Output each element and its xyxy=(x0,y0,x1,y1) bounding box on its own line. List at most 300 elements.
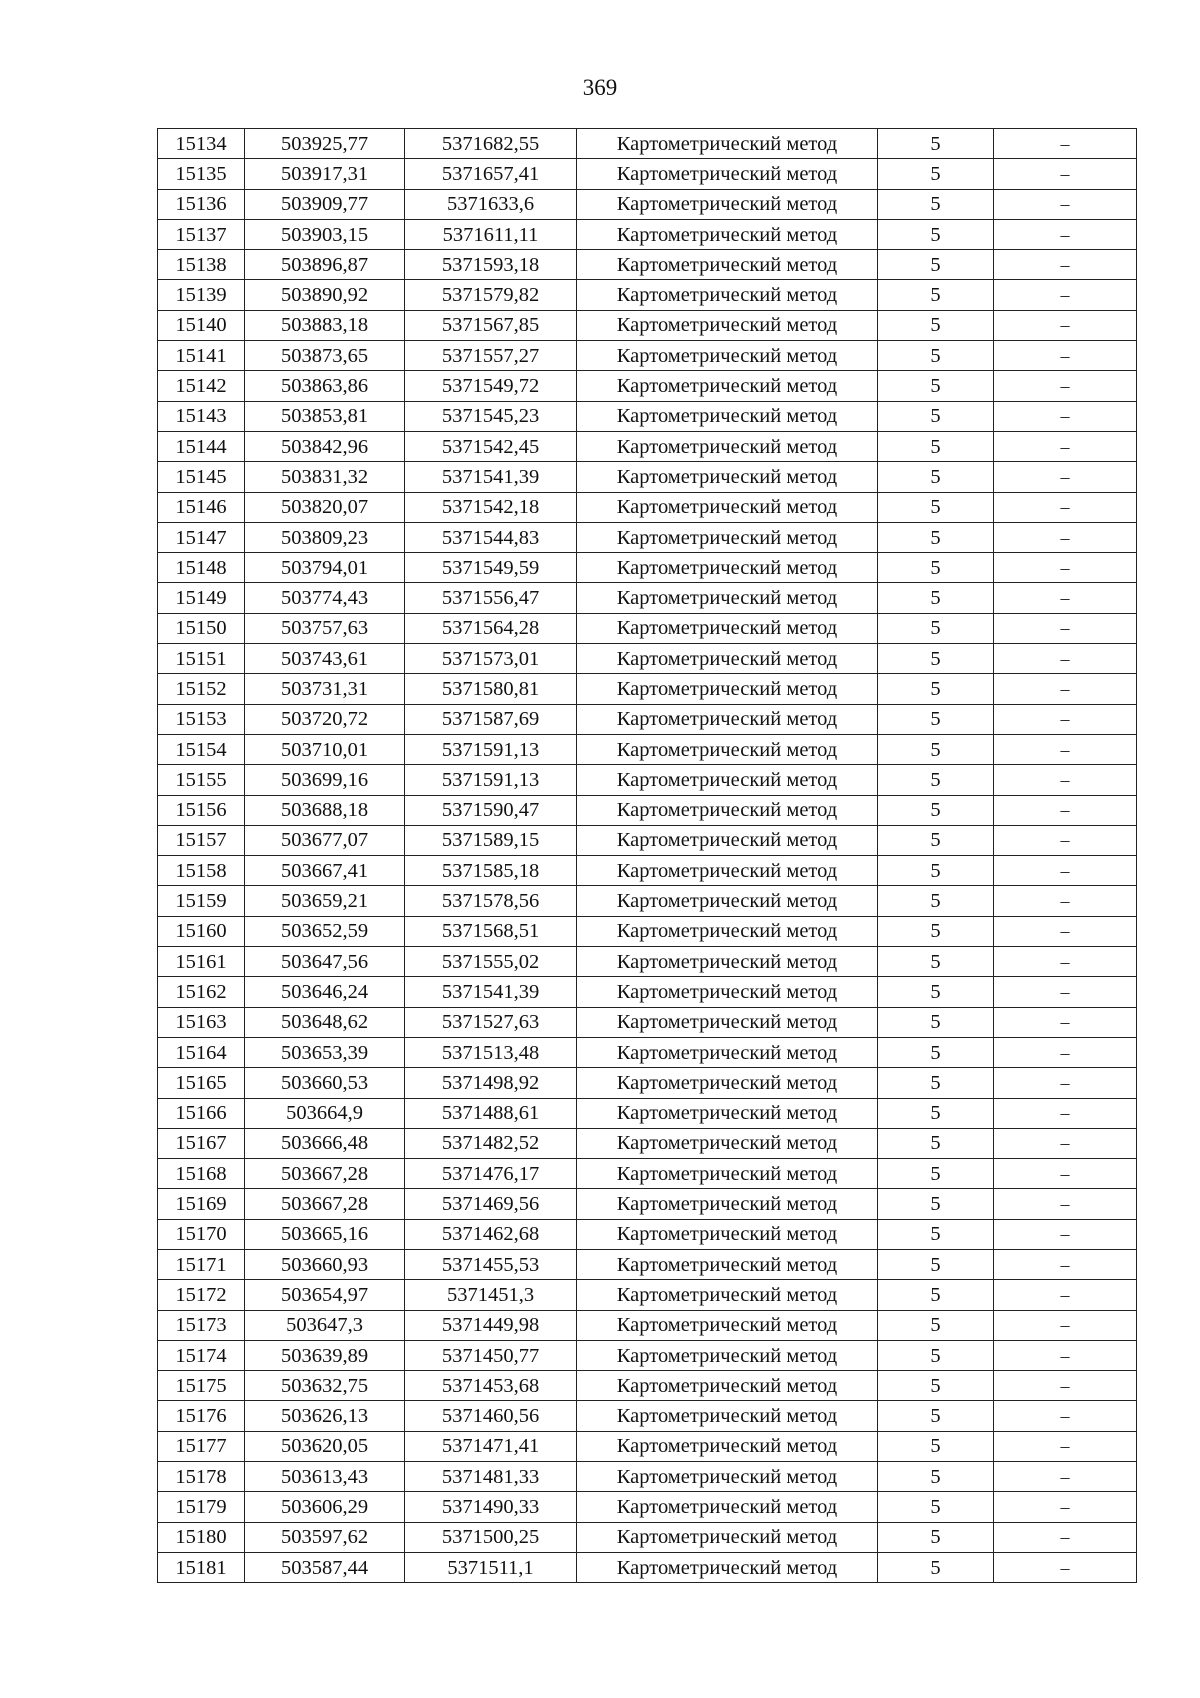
point-number-cell: 15137 xyxy=(158,219,245,249)
accuracy-cell: 5 xyxy=(878,371,994,401)
table-row xyxy=(158,522,1137,552)
x-coordinate-cell: 503757,63 xyxy=(245,613,405,643)
table-row xyxy=(158,310,1137,340)
x-coordinate-cell: 503731,31 xyxy=(245,674,405,704)
method-cell: Картометрический метод xyxy=(577,916,878,946)
y-coordinate-cell: 5371542,18 xyxy=(405,492,577,522)
point-number-cell: 15143 xyxy=(158,401,245,431)
accuracy-cell: 5 xyxy=(878,734,994,764)
table-row xyxy=(158,1492,1137,1522)
point-number-cell: 15148 xyxy=(158,553,245,583)
accuracy-cell: 5 xyxy=(878,280,994,310)
point-number-cell: 15159 xyxy=(158,886,245,916)
x-coordinate-cell: 503842,96 xyxy=(245,431,405,461)
note-cell: – xyxy=(994,583,1137,613)
table-row xyxy=(158,1007,1137,1037)
x-coordinate-cell: 503863,86 xyxy=(245,371,405,401)
table-row xyxy=(158,371,1137,401)
accuracy-cell: 5 xyxy=(878,129,994,159)
method-cell: Картометрический метод xyxy=(577,250,878,280)
x-coordinate-cell: 503820,07 xyxy=(245,492,405,522)
point-number-cell: 15141 xyxy=(158,341,245,371)
note-cell: – xyxy=(994,492,1137,522)
note-cell: – xyxy=(994,431,1137,461)
accuracy-cell: 5 xyxy=(878,1492,994,1522)
method-cell: Картометрический метод xyxy=(577,1552,878,1582)
x-coordinate-cell: 503903,15 xyxy=(245,219,405,249)
note-cell: – xyxy=(994,977,1137,1007)
x-coordinate-cell: 503648,62 xyxy=(245,1007,405,1037)
x-coordinate-cell: 503883,18 xyxy=(245,310,405,340)
accuracy-cell: 5 xyxy=(878,1007,994,1037)
y-coordinate-cell: 5371488,61 xyxy=(405,1098,577,1128)
method-cell: Картометрический метод xyxy=(577,1128,878,1158)
y-coordinate-cell: 5371482,52 xyxy=(405,1128,577,1158)
method-cell: Картометрический метод xyxy=(577,825,878,855)
point-number-cell: 15138 xyxy=(158,250,245,280)
point-number-cell: 15181 xyxy=(158,1552,245,1582)
accuracy-cell: 5 xyxy=(878,1340,994,1370)
note-cell: – xyxy=(994,310,1137,340)
accuracy-cell: 5 xyxy=(878,1098,994,1128)
method-cell: Картометрический метод xyxy=(577,462,878,492)
x-coordinate-cell: 503699,16 xyxy=(245,765,405,795)
method-cell: Картометрический метод xyxy=(577,886,878,916)
y-coordinate-cell: 5371544,83 xyxy=(405,522,577,552)
y-coordinate-cell: 5371591,13 xyxy=(405,734,577,764)
x-coordinate-cell: 503710,01 xyxy=(245,734,405,764)
table-row xyxy=(158,765,1137,795)
table-row xyxy=(158,1128,1137,1158)
note-cell: – xyxy=(994,1492,1137,1522)
point-number-cell: 15139 xyxy=(158,280,245,310)
note-cell: – xyxy=(994,704,1137,734)
y-coordinate-cell: 5371590,47 xyxy=(405,795,577,825)
x-coordinate-cell: 503688,18 xyxy=(245,795,405,825)
note-cell: – xyxy=(994,1249,1137,1279)
point-number-cell: 15165 xyxy=(158,1068,245,1098)
accuracy-cell: 5 xyxy=(878,1371,994,1401)
point-number-cell: 15180 xyxy=(158,1522,245,1552)
point-number-cell: 15140 xyxy=(158,310,245,340)
note-cell: – xyxy=(994,1068,1137,1098)
x-coordinate-cell: 503809,23 xyxy=(245,522,405,552)
table-row xyxy=(158,1522,1137,1552)
accuracy-cell: 5 xyxy=(878,1068,994,1098)
accuracy-cell: 5 xyxy=(878,674,994,704)
note-cell: – xyxy=(994,916,1137,946)
x-coordinate-cell: 503626,13 xyxy=(245,1401,405,1431)
x-coordinate-cell: 503853,81 xyxy=(245,401,405,431)
accuracy-cell: 5 xyxy=(878,1431,994,1461)
point-number-cell: 15173 xyxy=(158,1310,245,1340)
method-cell: Картометрический метод xyxy=(577,704,878,734)
x-coordinate-cell: 503620,05 xyxy=(245,1431,405,1461)
y-coordinate-cell: 5371555,02 xyxy=(405,947,577,977)
x-coordinate-cell: 503665,16 xyxy=(245,1219,405,1249)
point-number-cell: 15175 xyxy=(158,1371,245,1401)
y-coordinate-cell: 5371587,69 xyxy=(405,704,577,734)
method-cell: Картометрический метод xyxy=(577,1159,878,1189)
table-row xyxy=(158,1249,1137,1279)
note-cell: – xyxy=(994,856,1137,886)
method-cell: Картометрический метод xyxy=(577,371,878,401)
method-cell: Картометрический метод xyxy=(577,1007,878,1037)
note-cell: – xyxy=(994,1128,1137,1158)
table-row xyxy=(158,1340,1137,1370)
accuracy-cell: 5 xyxy=(878,1280,994,1310)
x-coordinate-cell: 503652,59 xyxy=(245,916,405,946)
point-number-cell: 15152 xyxy=(158,674,245,704)
accuracy-cell: 5 xyxy=(878,1462,994,1492)
note-cell: – xyxy=(994,522,1137,552)
page-number: 369 xyxy=(582,75,618,100)
y-coordinate-cell: 5371453,68 xyxy=(405,1371,577,1401)
accuracy-cell: 5 xyxy=(878,1401,994,1431)
accuracy-cell: 5 xyxy=(878,1219,994,1249)
y-coordinate-cell: 5371500,25 xyxy=(405,1522,577,1552)
method-cell: Картометрический метод xyxy=(577,977,878,1007)
y-coordinate-cell: 5371573,01 xyxy=(405,644,577,674)
table-row xyxy=(158,644,1137,674)
note-cell: – xyxy=(994,553,1137,583)
table-row xyxy=(158,1280,1137,1310)
point-number-cell: 15170 xyxy=(158,1219,245,1249)
accuracy-cell: 5 xyxy=(878,492,994,522)
y-coordinate-cell: 5371567,85 xyxy=(405,310,577,340)
accuracy-cell: 5 xyxy=(878,704,994,734)
table-row xyxy=(158,613,1137,643)
method-cell: Картометрический метод xyxy=(577,1310,878,1340)
x-coordinate-cell: 503653,39 xyxy=(245,1037,405,1067)
table-row xyxy=(158,916,1137,946)
note-cell: – xyxy=(994,734,1137,764)
accuracy-cell: 5 xyxy=(878,462,994,492)
method-cell: Картометрический метод xyxy=(577,947,878,977)
accuracy-cell: 5 xyxy=(878,947,994,977)
method-cell: Картометрический метод xyxy=(577,1068,878,1098)
note-cell: – xyxy=(994,1522,1137,1552)
x-coordinate-cell: 503632,75 xyxy=(245,1371,405,1401)
accuracy-cell: 5 xyxy=(878,765,994,795)
note-cell: – xyxy=(994,1462,1137,1492)
note-cell: – xyxy=(994,1159,1137,1189)
y-coordinate-cell: 5371657,41 xyxy=(405,159,577,189)
x-coordinate-cell: 503646,24 xyxy=(245,977,405,1007)
x-coordinate-cell: 503667,28 xyxy=(245,1159,405,1189)
note-cell: – xyxy=(994,250,1137,280)
y-coordinate-cell: 5371481,33 xyxy=(405,1462,577,1492)
method-cell: Картометрический метод xyxy=(577,553,878,583)
x-coordinate-cell: 503896,87 xyxy=(245,250,405,280)
table-row xyxy=(158,250,1137,280)
y-coordinate-cell: 5371549,59 xyxy=(405,553,577,583)
accuracy-cell: 5 xyxy=(878,1128,994,1158)
x-coordinate-cell: 503677,07 xyxy=(245,825,405,855)
y-coordinate-cell: 5371513,48 xyxy=(405,1037,577,1067)
accuracy-cell: 5 xyxy=(878,583,994,613)
accuracy-cell: 5 xyxy=(878,886,994,916)
y-coordinate-cell: 5371471,41 xyxy=(405,1431,577,1461)
note-cell: – xyxy=(994,1340,1137,1370)
method-cell: Картометрический метод xyxy=(577,1280,878,1310)
y-coordinate-cell: 5371568,51 xyxy=(405,916,577,946)
x-coordinate-cell: 503774,43 xyxy=(245,583,405,613)
table-row xyxy=(158,553,1137,583)
accuracy-cell: 5 xyxy=(878,1249,994,1279)
method-cell: Картометрический метод xyxy=(577,1431,878,1461)
method-cell: Картометрический метод xyxy=(577,1037,878,1067)
x-coordinate-cell: 503606,29 xyxy=(245,1492,405,1522)
method-cell: Картометрический метод xyxy=(577,765,878,795)
method-cell: Картометрический метод xyxy=(577,1401,878,1431)
point-number-cell: 15149 xyxy=(158,583,245,613)
method-cell: Картометрический метод xyxy=(577,644,878,674)
point-number-cell: 15161 xyxy=(158,947,245,977)
x-coordinate-cell: 503917,31 xyxy=(245,159,405,189)
y-coordinate-cell: 5371511,1 xyxy=(405,1552,577,1582)
y-coordinate-cell: 5371578,56 xyxy=(405,886,577,916)
y-coordinate-cell: 5371455,53 xyxy=(405,1249,577,1279)
table-row xyxy=(158,1462,1137,1492)
method-cell: Картометрический метод xyxy=(577,189,878,219)
x-coordinate-cell: 503647,3 xyxy=(245,1310,405,1340)
method-cell: Картометрический метод xyxy=(577,856,878,886)
x-coordinate-cell: 503667,28 xyxy=(245,1189,405,1219)
y-coordinate-cell: 5371580,81 xyxy=(405,674,577,704)
accuracy-cell: 5 xyxy=(878,613,994,643)
point-number-cell: 15155 xyxy=(158,765,245,795)
method-cell: Картометрический метод xyxy=(577,1492,878,1522)
x-coordinate-cell: 503873,65 xyxy=(245,341,405,371)
table-row xyxy=(158,795,1137,825)
accuracy-cell: 5 xyxy=(878,916,994,946)
point-number-cell: 15160 xyxy=(158,916,245,946)
method-cell: Картометрический метод xyxy=(577,613,878,643)
accuracy-cell: 5 xyxy=(878,644,994,674)
accuracy-cell: 5 xyxy=(878,159,994,189)
x-coordinate-cell: 503613,43 xyxy=(245,1462,405,1492)
x-coordinate-cell: 503720,72 xyxy=(245,704,405,734)
x-coordinate-cell: 503647,56 xyxy=(245,947,405,977)
table-row xyxy=(158,825,1137,855)
note-cell: – xyxy=(994,129,1137,159)
note-cell: – xyxy=(994,462,1137,492)
note-cell: – xyxy=(994,159,1137,189)
accuracy-cell: 5 xyxy=(878,1159,994,1189)
table-row xyxy=(158,674,1137,704)
method-cell: Картометрический метод xyxy=(577,280,878,310)
note-cell: – xyxy=(994,189,1137,219)
point-number-cell: 15174 xyxy=(158,1340,245,1370)
table-row xyxy=(158,462,1137,492)
x-coordinate-cell: 503597,62 xyxy=(245,1522,405,1552)
note-cell: – xyxy=(994,765,1137,795)
point-number-cell: 15134 xyxy=(158,129,245,159)
y-coordinate-cell: 5371591,13 xyxy=(405,765,577,795)
method-cell: Картометрический метод xyxy=(577,1189,878,1219)
method-cell: Картометрический метод xyxy=(577,1522,878,1552)
note-cell: – xyxy=(994,1037,1137,1067)
x-coordinate-cell: 503659,21 xyxy=(245,886,405,916)
point-number-cell: 15166 xyxy=(158,1098,245,1128)
accuracy-cell: 5 xyxy=(878,1310,994,1340)
method-cell: Картометрический метод xyxy=(577,1340,878,1370)
point-number-cell: 15176 xyxy=(158,1401,245,1431)
table-row xyxy=(158,977,1137,1007)
note-cell: – xyxy=(994,795,1137,825)
table-row xyxy=(158,856,1137,886)
y-coordinate-cell: 5371541,39 xyxy=(405,977,577,1007)
method-cell: Картометрический метод xyxy=(577,1249,878,1279)
method-cell: Картометрический метод xyxy=(577,795,878,825)
table-row xyxy=(158,1068,1137,1098)
accuracy-cell: 5 xyxy=(878,1522,994,1552)
y-coordinate-cell: 5371549,72 xyxy=(405,371,577,401)
y-coordinate-cell: 5371451,3 xyxy=(405,1280,577,1310)
table-body xyxy=(158,129,1137,1583)
table-row xyxy=(158,280,1137,310)
method-cell: Картометрический метод xyxy=(577,219,878,249)
table-row xyxy=(158,704,1137,734)
note-cell: – xyxy=(994,341,1137,371)
y-coordinate-cell: 5371682,55 xyxy=(405,129,577,159)
table-row xyxy=(158,1219,1137,1249)
note-cell: – xyxy=(994,1219,1137,1249)
point-number-cell: 15145 xyxy=(158,462,245,492)
point-number-cell: 15164 xyxy=(158,1037,245,1067)
table-row xyxy=(158,1431,1137,1461)
table-row xyxy=(158,1098,1137,1128)
method-cell: Картометрический метод xyxy=(577,522,878,552)
point-number-cell: 15142 xyxy=(158,371,245,401)
y-coordinate-cell: 5371589,15 xyxy=(405,825,577,855)
table-row xyxy=(158,1401,1137,1431)
accuracy-cell: 5 xyxy=(878,825,994,855)
accuracy-cell: 5 xyxy=(878,795,994,825)
note-cell: – xyxy=(994,1431,1137,1461)
y-coordinate-cell: 5371449,98 xyxy=(405,1310,577,1340)
table-row xyxy=(158,947,1137,977)
y-coordinate-cell: 5371490,33 xyxy=(405,1492,577,1522)
note-cell: – xyxy=(994,947,1137,977)
accuracy-cell: 5 xyxy=(878,553,994,583)
note-cell: – xyxy=(994,1552,1137,1582)
table-row xyxy=(158,401,1137,431)
x-coordinate-cell: 503667,41 xyxy=(245,856,405,886)
table-row xyxy=(158,492,1137,522)
x-coordinate-cell: 503660,53 xyxy=(245,1068,405,1098)
y-coordinate-cell: 5371460,56 xyxy=(405,1401,577,1431)
table-row xyxy=(158,1552,1137,1582)
y-coordinate-cell: 5371498,92 xyxy=(405,1068,577,1098)
point-number-cell: 15158 xyxy=(158,856,245,886)
x-coordinate-cell: 503654,97 xyxy=(245,1280,405,1310)
table-row xyxy=(158,189,1137,219)
table-row xyxy=(158,1037,1137,1067)
table-row xyxy=(158,159,1137,189)
y-coordinate-cell: 5371469,56 xyxy=(405,1189,577,1219)
point-number-cell: 15168 xyxy=(158,1159,245,1189)
x-coordinate-cell: 503660,93 xyxy=(245,1249,405,1279)
x-coordinate-cell: 503925,77 xyxy=(245,129,405,159)
y-coordinate-cell: 5371585,18 xyxy=(405,856,577,886)
y-coordinate-cell: 5371556,47 xyxy=(405,583,577,613)
accuracy-cell: 5 xyxy=(878,310,994,340)
accuracy-cell: 5 xyxy=(878,219,994,249)
note-cell: – xyxy=(994,280,1137,310)
point-number-cell: 15167 xyxy=(158,1128,245,1158)
note-cell: – xyxy=(994,886,1137,916)
note-cell: – xyxy=(994,371,1137,401)
point-number-cell: 15150 xyxy=(158,613,245,643)
point-number-cell: 15147 xyxy=(158,522,245,552)
y-coordinate-cell: 5371557,27 xyxy=(405,341,577,371)
method-cell: Картометрический метод xyxy=(577,310,878,340)
x-coordinate-cell: 503890,92 xyxy=(245,280,405,310)
note-cell: – xyxy=(994,1310,1137,1340)
note-cell: – xyxy=(994,401,1137,431)
method-cell: Картометрический метод xyxy=(577,1098,878,1128)
x-coordinate-cell: 503743,61 xyxy=(245,644,405,674)
table-row xyxy=(158,1159,1137,1189)
method-cell: Картометрический метод xyxy=(577,129,878,159)
accuracy-cell: 5 xyxy=(878,341,994,371)
point-number-cell: 15172 xyxy=(158,1280,245,1310)
accuracy-cell: 5 xyxy=(878,1552,994,1582)
note-cell: – xyxy=(994,825,1137,855)
coordinates-table xyxy=(157,128,1137,1583)
table-row xyxy=(158,583,1137,613)
accuracy-cell: 5 xyxy=(878,977,994,1007)
y-coordinate-cell: 5371633,6 xyxy=(405,189,577,219)
method-cell: Картометрический метод xyxy=(577,1371,878,1401)
method-cell: Картометрический метод xyxy=(577,583,878,613)
table-row xyxy=(158,341,1137,371)
accuracy-cell: 5 xyxy=(878,1037,994,1067)
x-coordinate-cell: 503909,77 xyxy=(245,189,405,219)
note-cell: – xyxy=(994,1371,1137,1401)
note-cell: – xyxy=(994,219,1137,249)
accuracy-cell: 5 xyxy=(878,431,994,461)
y-coordinate-cell: 5371462,68 xyxy=(405,1219,577,1249)
accuracy-cell: 5 xyxy=(878,522,994,552)
accuracy-cell: 5 xyxy=(878,1189,994,1219)
point-number-cell: 15163 xyxy=(158,1007,245,1037)
table-row xyxy=(158,1310,1137,1340)
point-number-cell: 15169 xyxy=(158,1189,245,1219)
method-cell: Картометрический метод xyxy=(577,341,878,371)
point-number-cell: 15136 xyxy=(158,189,245,219)
y-coordinate-cell: 5371542,45 xyxy=(405,431,577,461)
table-row xyxy=(158,1371,1137,1401)
method-cell: Картометрический метод xyxy=(577,1462,878,1492)
y-coordinate-cell: 5371476,17 xyxy=(405,1159,577,1189)
note-cell: – xyxy=(994,613,1137,643)
note-cell: – xyxy=(994,674,1137,704)
y-coordinate-cell: 5371579,82 xyxy=(405,280,577,310)
note-cell: – xyxy=(994,1007,1137,1037)
point-number-cell: 15179 xyxy=(158,1492,245,1522)
table-row xyxy=(158,734,1137,764)
x-coordinate-cell: 503587,44 xyxy=(245,1552,405,1582)
accuracy-cell: 5 xyxy=(878,250,994,280)
point-number-cell: 15157 xyxy=(158,825,245,855)
y-coordinate-cell: 5371611,11 xyxy=(405,219,577,249)
x-coordinate-cell: 503639,89 xyxy=(245,1340,405,1370)
x-coordinate-cell: 503666,48 xyxy=(245,1128,405,1158)
accuracy-cell: 5 xyxy=(878,189,994,219)
